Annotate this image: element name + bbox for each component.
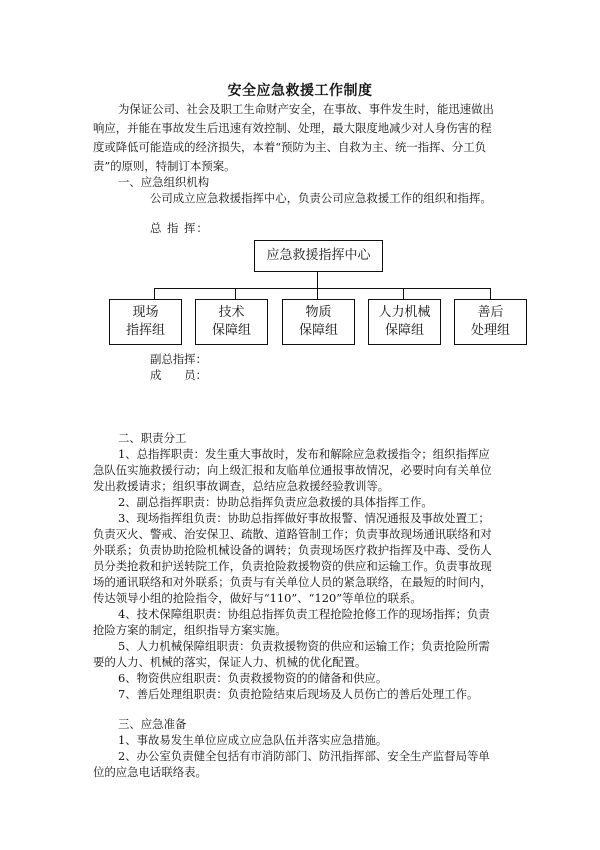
org-center-box — [254, 240, 383, 272]
org-group-box-1 — [109, 299, 182, 345]
duty-line-11: 4、技术保障组职责：协组总指挥负责工程抢险抢修工作的现场指挥；负责 — [118, 607, 490, 621]
org-center-label: 应急救援指挥中心 — [266, 248, 371, 263]
duty-line-4: 2、副总指挥职责：协助总指挥负责应急救援的具体指挥工作。 — [118, 495, 433, 509]
commander-label: 总 指 挥： — [150, 221, 209, 235]
duty-line-9: 场的通讯联络和对外联系；负责与有关单位人员的紧急联络，在最短的时间内， — [93, 575, 492, 589]
org-connector-vertical — [317, 271, 318, 288]
org-group-label-2: 技术 保障组 — [211, 305, 251, 338]
duty-line-2: 急队伍实施救援行动；向上级汇报和友临单位通报事故情况，必要时向有关单位 — [93, 463, 492, 477]
section-2-heading: 二、职责分工 — [118, 431, 187, 445]
org-group-box-2 — [195, 299, 268, 345]
org-connector-drop-2 — [235, 288, 236, 299]
intro-line-4: 责”的原则，特制订本预案。 — [93, 159, 236, 173]
duty-line-8: 员分类抢救和护送转院工作，负责抢险救援物资的供应和运输工作。负责事故现 — [93, 559, 492, 573]
duty-line-3: 发出救援请求；组织事故调查，总结应急救援经验教训等。 — [93, 479, 390, 493]
org-group-label-1: 现场 指挥组 — [125, 305, 165, 338]
intro-line-3: 度或降低可能造成的经济损失，本着“预防为主、自救为主、统一指挥、分工负 — [93, 140, 487, 154]
duty-line-12: 抢险方案的制定，组织指导方案实施。 — [93, 623, 287, 637]
section-1-heading: 一、应急组织机构 — [118, 175, 210, 189]
prep-line-2: 2、办公室负责健全包括有市消防部门、防汛指挥部、安全生产监督局等单 — [118, 749, 490, 763]
prep-line-1: 1、事故易发生单位应成立应急队伍并落实应急措施。 — [118, 733, 388, 747]
org-connector-drop-1 — [154, 288, 155, 299]
org-group-box-3 — [282, 299, 355, 345]
members-label: 成 员： — [150, 368, 207, 382]
duty-line-15: 6、物资供应组职责：负责救援物资的的储备和供应。 — [118, 671, 388, 685]
org-connector-drop-3 — [317, 288, 318, 299]
section-1-text: 公司成立应急救援指挥中心，负责公司应急救援工作的组织和指挥。 — [150, 191, 492, 205]
org-group-box-5 — [454, 299, 527, 345]
duty-line-14: 要的人力、机械的落实，保证人力、机械的优化配置。 — [93, 655, 367, 669]
duty-line-5: 3、现场指挥组负责：协助总指挥做好事故报警、情况通报及事故处置工； — [118, 511, 490, 525]
org-connector-horizontal — [154, 288, 491, 289]
duty-line-16: 7、善后处理组职责：负责抢险结束后现场及人员伤亡的善后处理工作。 — [118, 687, 479, 701]
org-group-label-3: 物质 保障组 — [298, 305, 338, 338]
duty-line-10: 传达领导小组的抢险指令，做好与“110”、“120”等单位的联系。 — [93, 591, 422, 605]
section-3-heading: 三、应急准备 — [118, 717, 187, 731]
duty-line-6: 负责灭火、警戒、治安保卫、疏散、道路管制工作；负责事故现场通讯联络和对 — [93, 527, 492, 541]
document-title: 安全应急救援工作制度 — [227, 83, 373, 99]
org-group-label-5: 善后 处理组 — [470, 305, 510, 338]
intro-line-2: 响应，并能在事故发生后迅速有效控制、处理，最大限度地减少对人身伤害的程 — [93, 121, 492, 135]
deputy-commander-label: 副总指挥： — [150, 352, 207, 366]
intro-line-1: 为保证公司、社会及职工生命财产安全，在事故、事件发生时，能迅速做出 — [118, 102, 494, 116]
org-group-box-4 — [368, 299, 441, 345]
prep-line-3: 位的应急电话联络表。 — [93, 765, 207, 779]
duty-line-13: 5、人力机械保障组职责：负责救援物资的供应和运输工作；负责抢险所需 — [118, 639, 490, 653]
duty-line-7: 外联系；负责协助抢险机械设备的调转；负责现场医疗救护指挥及中毒、受伤人 — [93, 543, 492, 557]
org-connector-drop-5 — [490, 288, 491, 299]
org-group-label-4: 人力机械 保障组 — [378, 305, 431, 338]
duty-line-1: 1、总指挥职责：发生重大事故时，发布和解除应急救援指令；组织指挥应 — [118, 447, 490, 461]
org-connector-drop-4 — [403, 288, 404, 299]
